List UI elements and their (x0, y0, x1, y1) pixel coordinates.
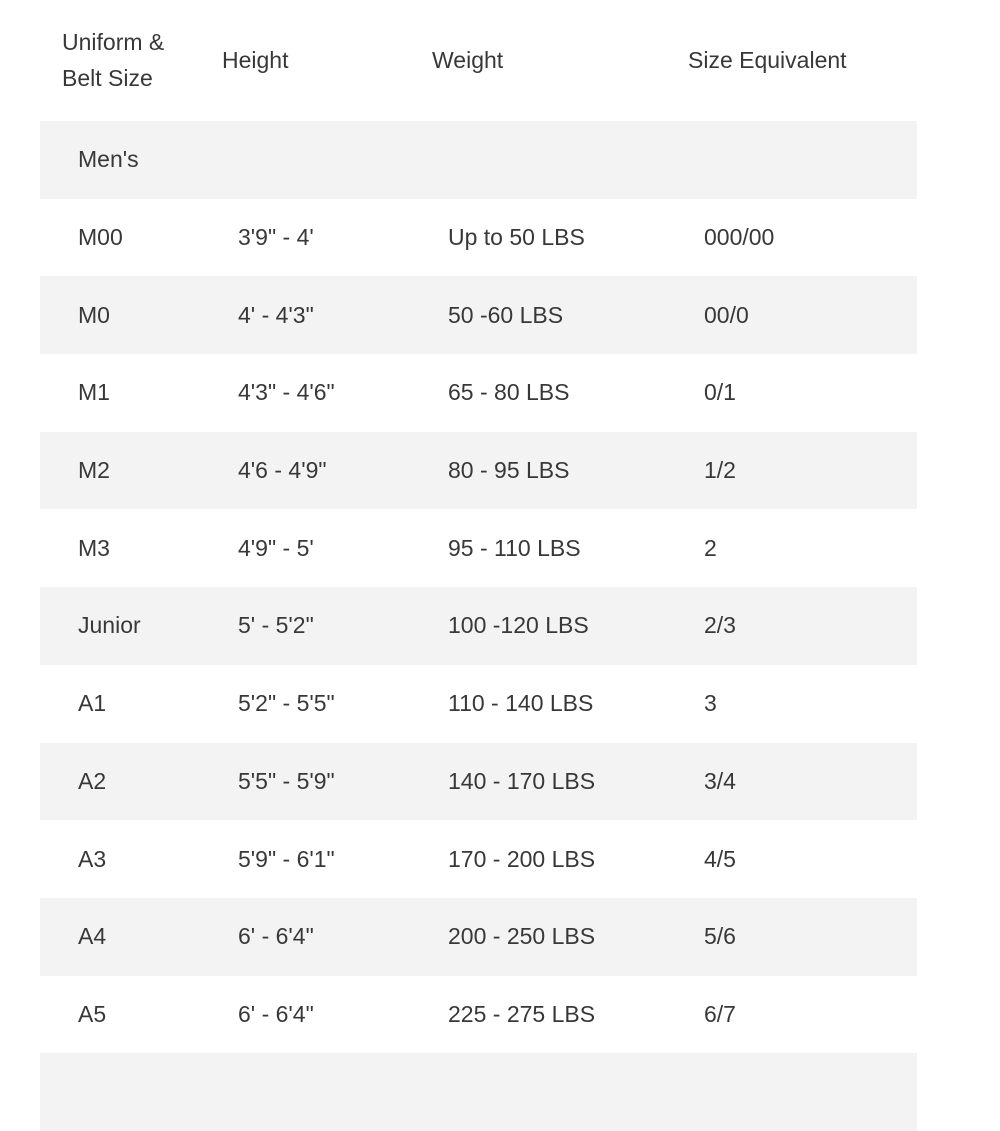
cell-size: M00 (78, 224, 123, 251)
cell-size-equivalent: 1/2 (704, 457, 736, 484)
cell-height: 5'9" - 6'1" (238, 845, 335, 872)
table-header-row (40, 0, 917, 121)
cell-size-equivalent: 5/6 (704, 923, 736, 950)
cell-weight: 50 -60 LBS (448, 301, 564, 328)
cell-size-equivalent: 0/1 (704, 379, 736, 406)
cell-weight: 170 - 200 LBS (448, 845, 596, 872)
cell-weight: 80 - 95 LBS (448, 457, 570, 484)
cell-weight: 100 -120 LBS (448, 612, 589, 639)
cell-size-equivalent: 000/00 (704, 224, 775, 251)
cell-weight: 95 - 110 LBS (448, 534, 581, 561)
cell-size-equivalent: 3 (704, 690, 717, 717)
table-row-m00 (40, 199, 917, 277)
cell-size: M0 (78, 301, 110, 328)
column-header-uniform-belt-size: Uniform & Belt Size (62, 28, 165, 91)
cell-weight: 110 - 140 LBS (448, 690, 594, 717)
cell-height: 4'9" - 5' (238, 534, 314, 561)
cell-weight: 225 - 275 LBS (448, 1000, 596, 1027)
cell-size: A3 (78, 845, 107, 872)
cell-weight: 140 - 170 LBS (448, 767, 596, 794)
table-row-junior (40, 587, 917, 665)
table-row-a2 (40, 743, 917, 821)
column-header-size-equivalent: Size Equivalent (688, 46, 847, 73)
cell-height: 6' - 6'4" (238, 923, 314, 950)
size-chart-table (40, 0, 917, 1131)
cell-size-equivalent: 6/7 (704, 1000, 736, 1027)
column-header-weight: Weight (432, 46, 504, 73)
table-row-partial (40, 1053, 917, 1131)
table-row-section-mens (40, 121, 917, 199)
cell-height: 5' - 5'2" (238, 612, 314, 639)
cell-size-equivalent: 3/4 (704, 767, 736, 794)
table-row-a4 (40, 898, 917, 976)
table-row-a5 (40, 976, 917, 1054)
cell-height: 3'9" - 4' (238, 224, 314, 251)
cell-size: M1 (78, 379, 110, 406)
cell-size: A4 (78, 923, 107, 950)
cell-height: 4'6 - 4'9" (238, 457, 327, 484)
cell-size: M3 (78, 534, 110, 561)
table-row-m1 (40, 354, 917, 432)
cell-height: 4'3" - 4'6" (238, 379, 335, 406)
table-row-a1 (40, 665, 917, 743)
cell-height: 6' - 6'4" (238, 1000, 314, 1027)
cell-size-equivalent: 2/3 (704, 612, 736, 639)
cell-height: 5'5" - 5'9" (238, 767, 335, 794)
cell-weight: 200 - 250 LBS (448, 923, 596, 950)
cell-size: A5 (78, 1000, 107, 1027)
table-row-m0 (40, 276, 917, 354)
cell-size-equivalent: 2 (704, 534, 717, 561)
cell-size: A2 (78, 767, 107, 794)
cell-size-equivalent: 00/0 (704, 301, 749, 328)
column-header-height: Height (222, 46, 289, 73)
table-row-m3 (40, 509, 917, 587)
cell-weight: 65 - 80 LBS (448, 379, 570, 406)
cell-size: A1 (78, 690, 107, 717)
cell-size-equivalent: 4/5 (704, 845, 736, 872)
cell-size: Junior (78, 612, 141, 639)
section-label: Men's (78, 146, 139, 173)
cell-height: 5'2" - 5'5" (238, 690, 335, 717)
cell-weight: Up to 50 LBS (448, 224, 585, 251)
cell-size: M2 (78, 457, 110, 484)
table-row-m2 (40, 432, 917, 510)
table-row-a3 (40, 820, 917, 898)
cell-height: 4' - 4'3" (238, 301, 314, 328)
